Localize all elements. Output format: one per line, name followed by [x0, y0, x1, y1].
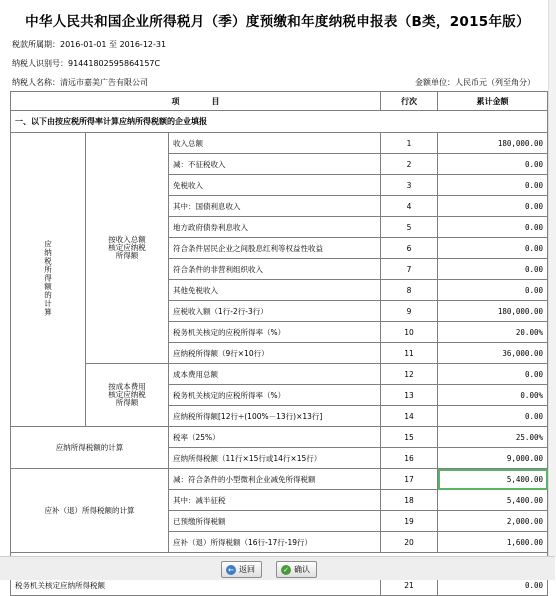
- confirm-button-label: 确认: [294, 565, 310, 574]
- table-row: [11, 133, 548, 154]
- row-label: 应补（退）所得税额（16行-17行-19行）: [169, 532, 381, 553]
- group-refund-calc: 应补（退）所得税额的计算: [11, 469, 169, 553]
- row-number: 16: [381, 448, 438, 469]
- row-amount[interactable]: 180,000.00: [438, 301, 548, 322]
- report-title: 中华人民共和国企业所得税月（季）度预缴和年度纳税申报表（B类，2015年版）: [25, 14, 530, 30]
- row-number: 4: [381, 196, 438, 217]
- tax-period: 税款所属期：2016-01-01 至 2016-12-31: [12, 40, 167, 49]
- row-amount[interactable]: 0.00: [438, 280, 548, 301]
- bottom-toolbar: [0, 556, 555, 580]
- row-amount[interactable]: 0.00%: [438, 385, 548, 406]
- section-header: [11, 111, 548, 133]
- header-item: 项 目: [11, 92, 381, 111]
- row-label: 应纳税所得额[12行÷(100%－13行)×13行]: [169, 406, 381, 427]
- row-number: 21: [381, 575, 438, 596]
- row-number: 10: [381, 322, 438, 343]
- row-label: 税率（25%）: [169, 427, 381, 448]
- back-button-label: 返回: [239, 565, 255, 574]
- row-label: 成本费用总额: [169, 364, 381, 385]
- row-label: 其中：国债利息收入: [169, 196, 381, 217]
- amount-unit: 金额单位：人民币元（列至角分）: [415, 78, 535, 87]
- row-label: 应税收入额（1行-2行-3行）: [169, 301, 381, 322]
- row-label: 地方政府债券利息收入: [169, 217, 381, 238]
- row-amount[interactable]: 0.00: [438, 217, 548, 238]
- back-button[interactable]: [221, 561, 262, 578]
- row-number: 5: [381, 217, 438, 238]
- table-row: [11, 364, 548, 385]
- row-amount[interactable]: 36,000.00: [438, 343, 548, 364]
- row-amount[interactable]: 0.00: [438, 154, 548, 175]
- row-amount[interactable]: 9,000.00: [438, 448, 548, 469]
- row-amount[interactable]: 180,000.00: [438, 133, 548, 154]
- row-label: 减：符合条件的小型微利企业减免所得税额: [169, 469, 381, 490]
- row-number: 14: [381, 406, 438, 427]
- row-label: 收入总额: [169, 133, 381, 154]
- row-label: 免税收入: [169, 175, 381, 196]
- row-number: 11: [381, 343, 438, 364]
- row-amount[interactable]: 0.00: [438, 175, 548, 196]
- vertical-scrollbar[interactable]: [548, 0, 556, 556]
- row-number: 15: [381, 427, 438, 448]
- row-label: 应纳税所得额（9行×10行）: [169, 343, 381, 364]
- back-arrow-icon: ←: [226, 565, 236, 575]
- group-taxable-income: 应纳税所得额的计算: [11, 133, 86, 427]
- row-number: 8: [381, 280, 438, 301]
- row-number: 12: [381, 364, 438, 385]
- row-number: 19: [381, 511, 438, 532]
- group-cost-based: 按成本费用核定应纳税所得额: [86, 364, 169, 427]
- section1-title: 一、以下由按应税所得率计算应纳所得税额的企业填报: [11, 111, 548, 133]
- row-amount-selected[interactable]: 5,400.00: [438, 469, 548, 490]
- row-label: 税务机关核定的应税所得率（%）: [169, 322, 381, 343]
- taxpayer-id: 纳税人识别号：91441802595864157C: [12, 59, 161, 68]
- table-row: [11, 427, 548, 448]
- row-label: 符合条件的非营利组织收入: [169, 259, 381, 280]
- row-number: 9: [381, 301, 438, 322]
- row-amount[interactable]: 0.00: [438, 406, 548, 427]
- group-tax-calc: 应纳所得税额的计算: [11, 427, 169, 469]
- table-row: [11, 469, 548, 490]
- row-number: 7: [381, 259, 438, 280]
- header-row-no: 行次: [381, 92, 438, 111]
- row-label: 已预缴所得税额: [169, 511, 381, 532]
- row-amount[interactable]: 2,000.00: [438, 511, 548, 532]
- row-number: 13: [381, 385, 438, 406]
- row-amount[interactable]: 5,400.00: [438, 490, 548, 511]
- row-amount[interactable]: 1,600.00: [438, 532, 548, 553]
- row-amount[interactable]: 0.00: [438, 259, 548, 280]
- group-income-based: 按收入总额核定应纳税所得额: [86, 133, 169, 364]
- row-label: 减：不征税收入: [169, 154, 381, 175]
- row-amount[interactable]: 25.00%: [438, 427, 548, 448]
- row-label: 税务机关核定的应税所得率（%）: [169, 385, 381, 406]
- row-number: 2: [381, 154, 438, 175]
- row-label: 其中：减半征税: [169, 490, 381, 511]
- row-number: 6: [381, 238, 438, 259]
- row-label: 符合条件居民企业之间股息红利等权益性收益: [169, 238, 381, 259]
- row-label: 其他免税收入: [169, 280, 381, 301]
- header-amount: 累计金额: [438, 92, 548, 111]
- table-header-row: [11, 92, 548, 111]
- row-label: 应纳所得税额（11行×15行或14行×15行）: [169, 448, 381, 469]
- row-number: 20: [381, 532, 438, 553]
- row-amount[interactable]: 0.00: [438, 238, 548, 259]
- row-number: 18: [381, 490, 438, 511]
- row-amount[interactable]: 0.00: [438, 364, 548, 385]
- row-amount[interactable]: 20.00%: [438, 322, 548, 343]
- row-amount[interactable]: 0.00: [438, 196, 548, 217]
- tax-report-table: [10, 91, 548, 596]
- row-number: 3: [381, 175, 438, 196]
- confirm-button[interactable]: [276, 561, 317, 578]
- row-label: 税务机关核定应纳所得税额: [11, 575, 381, 596]
- row-number: 17: [381, 469, 438, 490]
- check-icon: ✓: [281, 565, 291, 575]
- row-amount[interactable]: 0.00: [438, 575, 548, 596]
- taxpayer-name: 纳税人名称：清远市嘉美广告有限公司: [12, 78, 148, 87]
- row-number: 1: [381, 133, 438, 154]
